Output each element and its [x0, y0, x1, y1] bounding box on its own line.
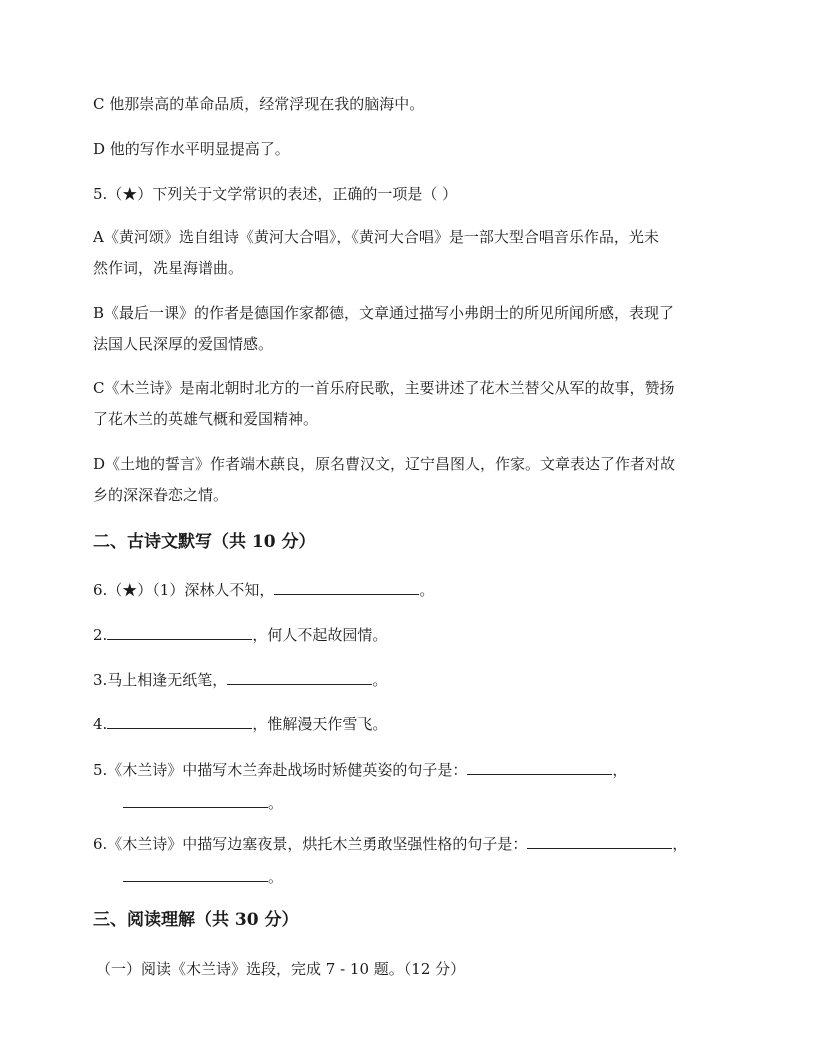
q5-option-c [93, 373, 728, 435]
q6-3-text: 3.马上相逢无纸笔， [93, 671, 228, 689]
q6-4-text: ，惟解漫天作雪飞。 [252, 715, 388, 733]
q6-2-num: 2. [93, 626, 108, 644]
option-c-q4: C 他那崇高的革命品质，经常浮现在我的脑海中。 [93, 95, 425, 113]
q5-option-d [93, 449, 728, 511]
q6-3-end: 。 [372, 671, 388, 689]
section-2-heading: 二、古诗文默写（共 10 分） [93, 532, 316, 552]
q6-1-text: 6.（★）（1）深林人不知， [93, 581, 275, 599]
q6-6-comma: ， [672, 835, 688, 853]
answer-blank[interactable] [527, 833, 672, 849]
q5-option-b-line1: B《最后一课》的作者是德国作家都德，文章通过描写小弗朗士的所见所闻所感，表现了 [93, 304, 675, 322]
answer-blank[interactable] [123, 792, 268, 808]
q5-option-b-line2: 法国人民深厚的爱国情感。 [93, 335, 274, 353]
option-d-q4: D 他的写作水平明显提高了。 [93, 140, 290, 158]
q5-option-c-line2: 了花木兰的英雄气概和爱国精神。 [93, 410, 319, 428]
answer-blank[interactable] [107, 624, 252, 640]
q5-option-a-line1: A《黄河颂》选自组诗《黄河大合唱》，《黄河大合唱》是一部大型合唱音乐作品，光未 [93, 228, 659, 246]
q6-1-end: 。 [419, 581, 435, 599]
section-3-subheading: （一）阅读《木兰诗》选段，完成 7 - 10 题。（12 分） [96, 960, 466, 978]
answer-blank[interactable] [227, 669, 372, 685]
question-5-stem: 5.（★）下列关于文学常识的表述，正确的一项是（ ） [93, 185, 458, 203]
q5-option-d-line1: D《土地的誓言》作者端木蕻良，原名曹汉文，辽宁昌图人，作家。文章表达了作者对故 [93, 455, 676, 473]
q6-6-end: 。 [268, 868, 284, 886]
q6-4-num: 4. [93, 715, 108, 733]
q5-option-d-line2: 乡的深深眷恋之情。 [93, 486, 229, 504]
q6-5-comma: ， [612, 761, 628, 779]
q6-6 [93, 829, 728, 893]
q6-3 [93, 665, 728, 696]
q6-5-end: 。 [268, 794, 284, 812]
q5-option-a [93, 222, 728, 284]
q6-5 [93, 755, 728, 819]
answer-blank[interactable] [467, 759, 612, 775]
q6-6-text: 6.《木兰诗》中描写边塞夜景，烘托木兰勇敢坚强性格的句子是： [93, 835, 528, 853]
answer-blank[interactable] [123, 866, 268, 882]
answer-blank[interactable] [107, 713, 252, 729]
q5-option-b [93, 298, 728, 360]
q5-option-a-line2: 然作词，冼星海谱曲。 [93, 259, 244, 277]
q6-5-text: 5.《木兰诗》中描写木兰奔赴战场时矫健英姿的句子是： [93, 761, 468, 779]
q6-2-text: ，何人不起故园情。 [252, 626, 388, 644]
section-3-heading: 三、阅读理解（共 30 分） [93, 910, 299, 930]
q5-option-c-line1: C《木兰诗》是南北朝时北方的一首乐府民歌，主要讲述了花木兰替父从军的故事，赞扬 [93, 379, 675, 397]
q6-4 [93, 709, 728, 740]
q6-1 [93, 575, 728, 606]
q6-2 [93, 620, 728, 651]
answer-blank[interactable] [274, 579, 419, 595]
